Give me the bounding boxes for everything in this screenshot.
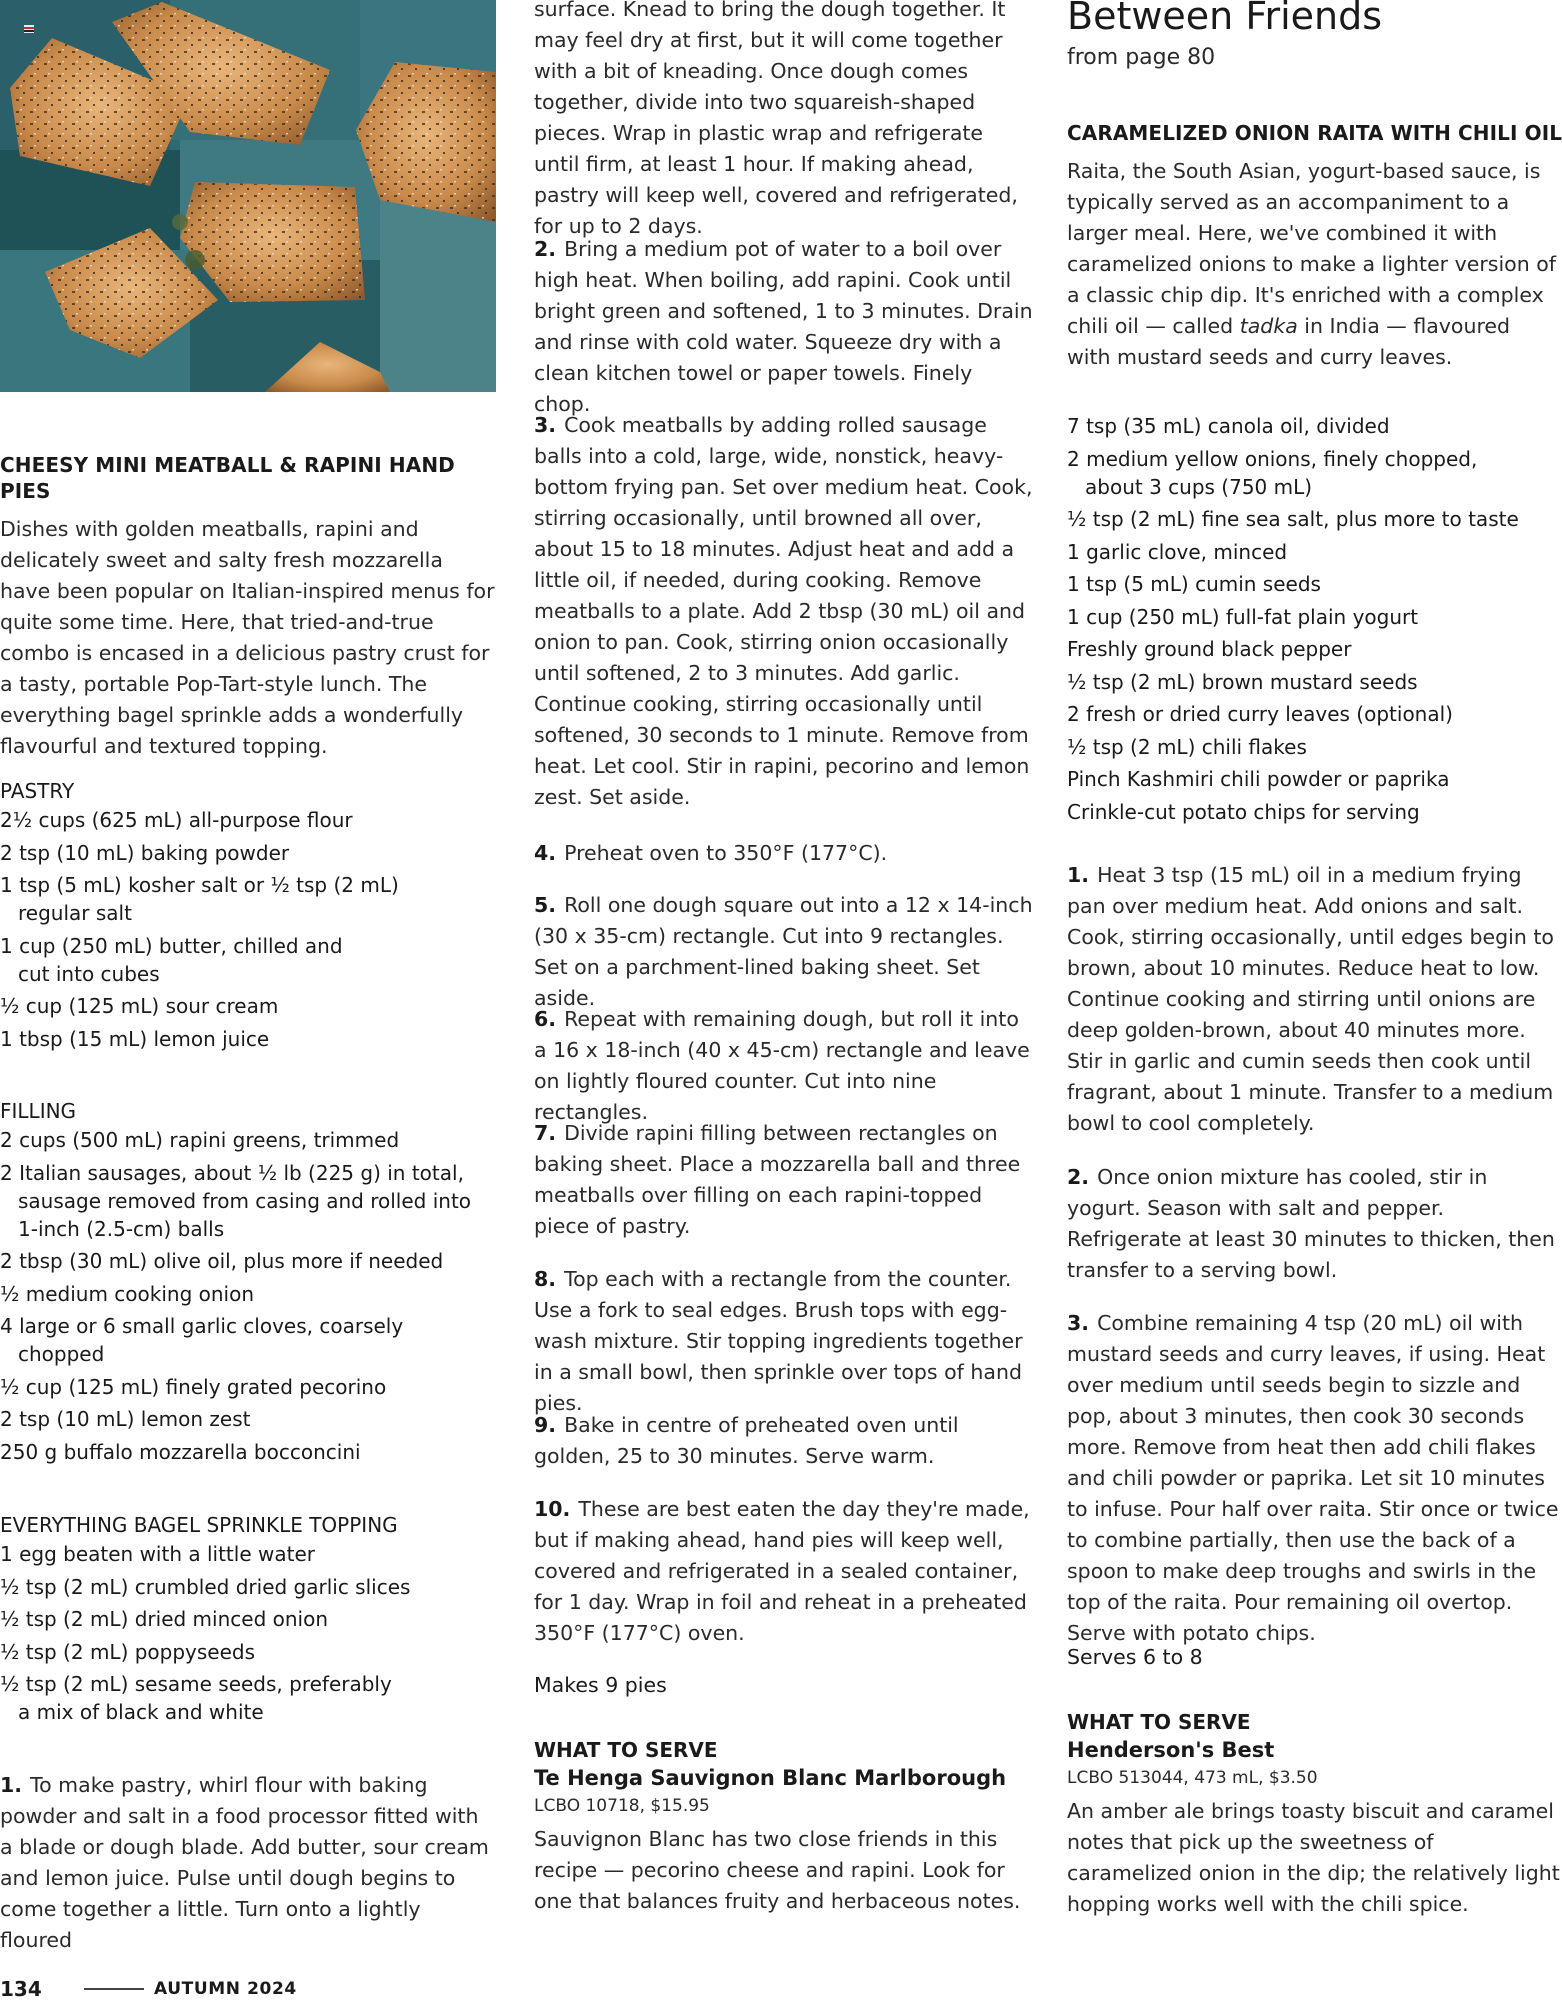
- hand-pies-step-6: [534, 1004, 1034, 1128]
- ingredient-list: [0, 1126, 496, 1466]
- raita-ingredients: [1067, 412, 1562, 830]
- ingredient-item: 2 Italian sausages, about ½ lb (225 g) in total, sausage removed from casing and rolled into 1-inch (2.5-cm) balls: [0, 1160, 472, 1241]
- step-number: 2.: [1067, 1165, 1090, 1189]
- hand-pies-step-8: [534, 1264, 1034, 1419]
- recipe-title: CHEESY MINI MEATBALL & RAPINI HAND PIES: [0, 453, 455, 503]
- lcbo-info: LCBO 513044, 473 mL, $3.50: [1067, 1768, 1318, 1788]
- step-text: Combine remaining 4 tsp (20 mL) oil with mustard seeds and curry leaves, if using. Heat over medium until seeds begin to sizzle and pop, about 3 minutes, then cook 30 seconds more. Remove from heat then add chili flakes and chili powder or paprika. Let sit 10 minutes to infuse. Pour half over raita. Stir once or twice to combine partially, then use the back of a spoon to make deep troughs and swirls in the top of the raita. Pour remaining oil overtop. Serve with potato chips.: [1067, 1311, 1559, 1645]
- issue-label: AUTUMN 2024: [154, 1979, 297, 1999]
- step-number: 3.: [1067, 1311, 1090, 1335]
- ingredient-item: ½ tsp (2 mL) fine sea salt, plus more to taste: [1067, 507, 1519, 531]
- ingredient-item: 1 tsp (5 mL) cumin seeds: [1067, 572, 1321, 596]
- step-number: 10.: [534, 1497, 571, 1521]
- hand-pies-photo: [0, 0, 496, 392]
- ingredient-item: Pinch Kashmiri chili powder or paprika: [1067, 767, 1450, 791]
- ingredient-item: Freshly ground black pepper: [1067, 637, 1352, 661]
- step-number: 9.: [534, 1413, 557, 1437]
- ingredient-item: 2 tsp (10 mL) baking powder: [0, 840, 290, 865]
- ingredient-list: [1067, 412, 1562, 826]
- step-text: Heat 3 tsp (15 mL) oil in a medium frying pan over medium heat. Add onions and salt. Cook, stirring occasionally, until edges begin to brown, about 10 minutes. Reduce heat to low. Continue cooking and stirring until onions are deep golden-brown, about 40 minutes more. Stir in garlic and cumin seeds then cook until fragrant, about 1 minute. Transfer to a medium bowl to cool completely.: [1067, 863, 1554, 1135]
- hand-pies-step-10: [534, 1494, 1034, 1649]
- step-number: 8.: [534, 1267, 557, 1291]
- ingredient-item: 2 medium yellow onions, finely chopped, about 3 cups (750 mL): [1067, 446, 1478, 499]
- hand-pies-step-7: [534, 1118, 1034, 1242]
- feature-header: [1067, 0, 1562, 74]
- ingredient-item: Crinkle-cut potato chips for serving: [1067, 799, 1420, 824]
- step-text: Bake in centre of preheated oven until golden, 25 to 30 minutes. Serve warm.: [534, 1413, 959, 1468]
- pairing-notes: An amber ale brings toasty biscuit and caramel notes that pick up the sweetness of caramelized onion in the dip; the relatively light hopping works well with the chili spice.: [1067, 1799, 1560, 1916]
- step-text: Bring a medium pot of water to a boil over high heat. When boiling, add rapini. Cook until bright green and softened, 1 to 3 minutes. Drain and rinse with cold water. Squeeze dry with a clean kitchen towel or paper towels. Finely chop.: [534, 237, 1033, 416]
- step-number: 1.: [1067, 863, 1090, 887]
- step-text: To make pastry, whirl flour with baking powder and salt in a food processor fitted with a blade or dough blade. Add butter, sour cream and lemon juice. Pulse until dough begins to come together a little. Turn onto a lightly floured: [0, 1773, 489, 1952]
- hand-pies-step-1: [0, 1770, 496, 1956]
- ingredient-item: 1 cup (250 mL) full-fat plain yogurt: [1067, 604, 1419, 629]
- ingredient-item: 4 large or 6 small garlic cloves, coarsely chopped: [0, 1314, 404, 1366]
- feature-title: Between Friends: [1067, 0, 1383, 38]
- section-heading: PASTRY: [0, 779, 75, 803]
- ingredient-item: 2½ cups (625 mL) all-purpose flour: [0, 808, 353, 832]
- wine-name: Te Henga Sauvignon Blanc Marlborough: [534, 1766, 1007, 1790]
- raita-step-1: [1067, 860, 1562, 1139]
- beer-name: Henderson's Best: [1067, 1738, 1275, 1762]
- ingredient-item: 1 tbsp (15 mL) lemon juice: [0, 1026, 270, 1051]
- ingredient-item: 2 fresh or dried curry leaves (optional): [1067, 702, 1453, 726]
- step-text: Preheat oven to 350°F (177°C).: [564, 841, 888, 865]
- ingredient-item: ½ tsp (2 mL) sesame seeds, preferably a mix of black and white: [0, 1672, 392, 1724]
- step-number: 7.: [534, 1121, 557, 1145]
- step-text: Cook meatballs by adding rolled sausage balls into a cold, large, wide, nonstick, heavy-bottom frying pan. Set over medium heat. Cook, stirring occasionally, until browned all over, about 15 to 18 minutes. Adjust heat and add a little oil, if needed, during cooking. Remove meatballs to a plate. Add 2 tbsp (30 mL) oil and onion to pan. Cook, stirring onion occasionally until softened, 2 to 3 minutes. Add garlic. Continue cooking, stirring occasionally until softened, 30 seconds to 1 minute. Remove from heat. Let cool. Stir in rapini, pecorino and lemon zest. Set aside.: [534, 413, 1033, 809]
- ingredient-item: ½ tsp (2 mL) brown mustard seeds: [1067, 669, 1418, 694]
- ingredient-item: ½ cup (125 mL) finely grated pecorino: [0, 1374, 387, 1399]
- step-text: These are best eaten the day they're made, but if making ahead, hand pies will keep well, covered and refrigerated in a sealed container, for 1 day. Wrap in foil and reheat in a preheated 350°F (177°C) oven.: [534, 1497, 1030, 1645]
- ingredient-item: 1 tsp (5 mL) kosher salt or ½ tsp (2 mL) regular salt: [0, 873, 399, 925]
- ingredient-list: [0, 1540, 496, 1726]
- step-number: 1.: [0, 1773, 23, 1797]
- footer-rule: [84, 1988, 144, 1990]
- raita-what-to-serve: [1067, 1708, 1562, 1920]
- hand-pies-step-4: [534, 838, 1034, 869]
- from-page-label: from page 80: [1067, 45, 1216, 70]
- step-text: surface. Knead to bring the dough together. It may feel dry at first, but it will come together with a bit of kneading. Once dough comes together, divide into two squareish-shaped pieces. Wrap in plastic wrap and refrigerate until firm, at least 1 hour. If making ahead, pastry will keep well, covered and refrigerated, for up to 2 days.: [534, 0, 1018, 238]
- page-footer: [0, 1978, 297, 2000]
- step-text: Top each with a rectangle from the counter. Use a fork to seal edges. Brush tops with egg-wash mixture. Stir topping ingredients together in a small bowl, then sprinkle over tops of hand pies.: [534, 1267, 1023, 1415]
- hand-pies-header: [0, 452, 496, 762]
- raita-yield: Serves 6 to 8: [1067, 1645, 1203, 1669]
- ingredient-item: ½ tsp (2 mL) crumbled dried garlic slices: [0, 1574, 411, 1599]
- ingredient-item: 1 garlic clove, minced: [1067, 539, 1288, 564]
- what-to-serve-heading: WHAT TO SERVE: [534, 1738, 718, 1762]
- hand-pies-step-9: [534, 1410, 1034, 1472]
- step-text: Repeat with remaining dough, but roll it into a 16 x 18-inch (40 x 45-cm) rectangle and leave on lightly floured counter. Cut into nine rectangles.: [534, 1007, 1030, 1124]
- ingredient-item: 1 cup (250 mL) butter, chilled and cut into cubes: [0, 933, 343, 986]
- step-number: 4.: [534, 841, 557, 865]
- hand-pies-what-to-serve: [534, 1736, 1034, 1917]
- what-to-serve-heading: WHAT TO SERVE: [1067, 1710, 1251, 1734]
- recipe-title: CARAMELIZED ONION RAITA WITH CHILI OIL: [1067, 121, 1562, 145]
- hand-pies-yield: Makes 9 pies: [534, 1673, 667, 1697]
- food-photo-illustration: [0, 0, 496, 392]
- ingredients-pastry: [0, 776, 496, 1057]
- ingredients-topping: [0, 1510, 496, 1731]
- raita-header: [1067, 120, 1562, 373]
- ingredient-list: [0, 806, 496, 1053]
- step-text: Roll one dough square out into a 12 x 14-inch (30 x 35-cm) rectangle. Cut into 9 rectangles. Set on a parchment-lined baking sheet. Set aside.: [534, 893, 1033, 1010]
- section-heading: EVERYTHING BAGEL SPRINKLE TOPPING: [0, 1513, 398, 1537]
- intro-italic-term: tadka: [1239, 314, 1298, 338]
- ingredient-item: ½ medium cooking onion: [0, 1281, 255, 1306]
- intro-text: in India — flavoured with mustard seeds and curry leaves.: [1067, 314, 1511, 369]
- ingredient-item: ½ tsp (2 mL) poppyseeds: [0, 1639, 256, 1664]
- page-number: 134: [0, 1977, 42, 2000]
- hand-pies-step-2: [534, 234, 1034, 420]
- ingredient-item: 7 tsp (35 mL) canola oil, divided: [1067, 414, 1390, 438]
- ingredient-item: 2 cups (500 mL) rapini greens, trimmed: [0, 1128, 400, 1152]
- step-number: 5.: [534, 893, 557, 917]
- recipe-intro: [1067, 156, 1562, 373]
- ingredient-item: 2 tbsp (30 mL) olive oil, plus more if needed: [0, 1249, 444, 1273]
- step-number: 2.: [534, 237, 557, 261]
- pairing-notes: Sauvignon Blanc has two close friends in this recipe — pecorino cheese and rapini. Look for one that balances fruity and herbaceous notes.: [534, 1827, 1021, 1913]
- lcbo-info: LCBO 10718, $15.95: [534, 1796, 710, 1816]
- ingredient-item: 250 g buffalo mozzarella bocconcini: [0, 1439, 361, 1464]
- step-number: 3.: [534, 413, 557, 437]
- step-number: 6.: [534, 1007, 557, 1031]
- step-text: Once onion mixture has cooled, stir in yogurt. Season with salt and pepper. Refrigerate at least 30 minutes to thicken, then transfer to a serving bowl.: [1067, 1165, 1555, 1282]
- step-text: Divide rapini filling between rectangles on baking sheet. Place a mozzarella ball and three meatballs over filling on each rapini-topped piece of pastry.: [534, 1121, 1021, 1238]
- hand-pies-step-3: [534, 410, 1034, 813]
- ingredient-item: 2 tsp (10 mL) lemon zest: [0, 1407, 251, 1431]
- ingredient-item: ½ tsp (2 mL) chili flakes: [1067, 734, 1307, 759]
- section-heading: FILLING: [0, 1099, 77, 1123]
- raita-step-3: [1067, 1308, 1562, 1649]
- ingredient-item: ½ tsp (2 mL) dried minced onion: [0, 1607, 329, 1631]
- hand-pies-step-1-continued: [534, 0, 1034, 242]
- ingredients-filling: [0, 1096, 496, 1470]
- raita-step-2: [1067, 1162, 1562, 1286]
- ingredient-item: ½ cup (125 mL) sour cream: [0, 994, 279, 1018]
- ingredient-item: 1 egg beaten with a little water: [0, 1542, 315, 1566]
- recipe-intro: Dishes with golden meatballs, rapini and delicately sweet and salty fresh mozzarella have been popular on Italian-inspired menus for quite some time. Here, that tried-and-true combo is encased in a delicious pastry crust for a tasty, portable Pop-Tart-style lunch. The everything bagel sprinkle adds a wonderfully flavourful and textured topping.: [0, 517, 495, 758]
- intro-text: Raita, the South Asian, yogurt-based sauce, is typically served as an accompaniment to a larger meal. Here, we've combined it with caramelized onions to make a lighter version of a classic chip dip. It's enriched with a complex chili oil — called: [1067, 159, 1556, 338]
- hand-pies-step-5: [534, 890, 1034, 1014]
